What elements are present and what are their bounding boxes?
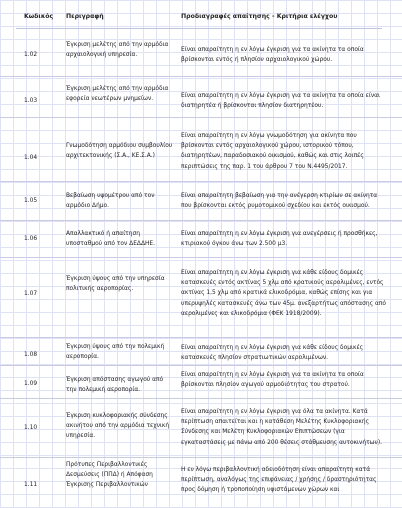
row-code: 1.04 bbox=[24, 155, 38, 161]
table-row bbox=[0, 221, 402, 258]
row-description: Βεβαίωση υψομέτρου από τον αρμόδιο Δήμο. bbox=[66, 193, 155, 210]
table-row bbox=[0, 366, 402, 399]
table-row bbox=[0, 258, 402, 338]
row-description: Έγκριση κυκλοφοριακής σύνδεσης ακινήτου από την αρμόδια τεχνική υπηρεσία. bbox=[66, 413, 170, 440]
row-code: 1.03 bbox=[24, 98, 38, 104]
row-spec: Είναι απαραίτητη η εν λόγω έγκριση για τα ακίνητα τα οποία βρίσκονται εντός ή πλησίον αρχαιολογικού χώρου. bbox=[181, 47, 364, 64]
row-spec: Είναι απαραίτητη η εν λόγω γνωμοδότηση για ακίνητα που βρίσκονται εντός αρχαιολογικού χώρου, ιστορικού τόπου, διατηρητέων, παραδοσιακού οικισμού, καθώς και στις λοιπές περιπτώσεις της παρ. 1 του άρθρου 7 του Ν.4495/2017. bbox=[181, 133, 364, 170]
row-code: 1.09 bbox=[24, 381, 38, 387]
header-description: Περιγραφή bbox=[66, 13, 104, 20]
table-row bbox=[0, 118, 402, 182]
row-code: 1.02 bbox=[24, 52, 38, 58]
row-code: 1.05 bbox=[24, 198, 38, 204]
row-spec: Είναι απαραίτητη η εν λόγω έγκριση για ανεγέρσεις ή προσθήκες, κτιριακού όγκου άνω των 2.500 μ3. bbox=[181, 231, 378, 248]
table-row bbox=[0, 458, 402, 508]
row-code: 1.11 bbox=[24, 482, 38, 488]
row-description: Έγκριση απόστασης αγωγού από την πολεμική αεροπορία. bbox=[66, 377, 164, 394]
row-code: 1.06 bbox=[24, 236, 38, 242]
row-spec: Είναι απαραίτητη βεβαίωση για την ανέγερση κτιρίων σε ακίνητα που βρίσκονται εκτός ρυμοτομικού σχεδίου και εκτός οικισμού. bbox=[181, 193, 378, 210]
table-row bbox=[0, 338, 402, 366]
header-code: Κωδικός bbox=[24, 13, 54, 20]
row-description: Έγκριση μελέτης από την αρμόδια αρχαιολογική υπηρεσία. bbox=[66, 42, 169, 59]
table-row bbox=[0, 77, 402, 118]
row-description: Έγκριση ύψους από την πολεμική αεροπορία. bbox=[66, 344, 165, 361]
row-spec: Είναι απαραίτητη η εν λόγω έγκριση για τα ακίνητα τα οποία βρίσκονται πλησίον αγωγού αρμοδιότητας του στρατού. bbox=[181, 372, 364, 389]
row-code: 1.07 bbox=[24, 291, 38, 297]
table-row bbox=[0, 29, 402, 77]
header-spec: Προδιαγραφές απαίτησης - Κριτήρια ελέγχου bbox=[181, 13, 338, 20]
row-spec: Είναι απαραίτητη η εν λόγω έγκριση για κάθε είδους δομικές κατασκευές πλησίον στρατιωτικών αερολιμένων. bbox=[181, 345, 364, 362]
row-spec: Είναι απαραίτητη η εν λόγω έγκριση για όλα τα ακίνητα. Κατά περίπτωση απαιτείται και η κατάθεση Μελέτης Κυκλοφοριακής Σύνδεσης και Μελέτη Κυκλοφοριακών Επιπτώσεων (για εγκαταστάσεις με πάνω από 200 θέσεις στάθμευσης αυτοκινήτων). bbox=[181, 409, 383, 446]
table-row bbox=[0, 399, 402, 458]
row-description: Έγκριση ύψους από την υπηρεσία πολιτικής αεροπορίας. bbox=[66, 276, 165, 293]
row-spec: Είναι απαραίτητη η εν λόγω έγκριση για τα ακίνητα τα οποία είναι διατηρητέα ή βρίσκονται πλησίον διατηρητέου. bbox=[181, 93, 381, 110]
row-code: 1.08 bbox=[24, 352, 38, 358]
row-spec: Η εν λόγω περιβαλλοντική αδειοδότηση είναι απαραίτητη κατά περίπτωση, αναλόγως της επιφάνειας / χρήσης / δραστηριότητας προς δόμηση ή τροποποίηση υφιστάμενων χώρων και bbox=[181, 467, 377, 494]
table-row bbox=[0, 182, 402, 221]
row-description: Απαλλακτικό ή απαίτηση υποσταθμού από τον ΔΕΔΔΗΕ. bbox=[66, 231, 156, 248]
row-description: Έγκριση μελέτης από την αρμόδια εφορεία νεωτέρων μνημείων. bbox=[66, 86, 169, 103]
row-spec: Είναι απαραίτητη η εν λόγω έγκριση για κάθε είδους δομικές κατασκευές εντός ακτίνας 5 χλμ από κρατικούς αερολιμένες, εντός ακτίνας 1,5 χλμ από κρατικά ελικοδρόμια, καθώς επίσης και για υπερυψηλές κατασκευές άνω των 45μ. ανεξαρτήτως απόστασης από αερολιμένες και ελικοδρόμια (ΦΕΚ 1918/2009). bbox=[181, 270, 386, 317]
row-description: Γνωμοδότηση αρμόδιου συμβουλίου αρχιτεκτονικής (Σ.Α., ΚΕ.Σ.Α.) bbox=[66, 143, 173, 160]
row-code: 1.10 bbox=[24, 425, 38, 431]
row-description: Πρότυπες Περιβαλλοντικές Δεσμεύσεις (ΠΠΔ) ή Απόφαση Έγκρισης Περιβαλλοντικών bbox=[66, 462, 153, 489]
